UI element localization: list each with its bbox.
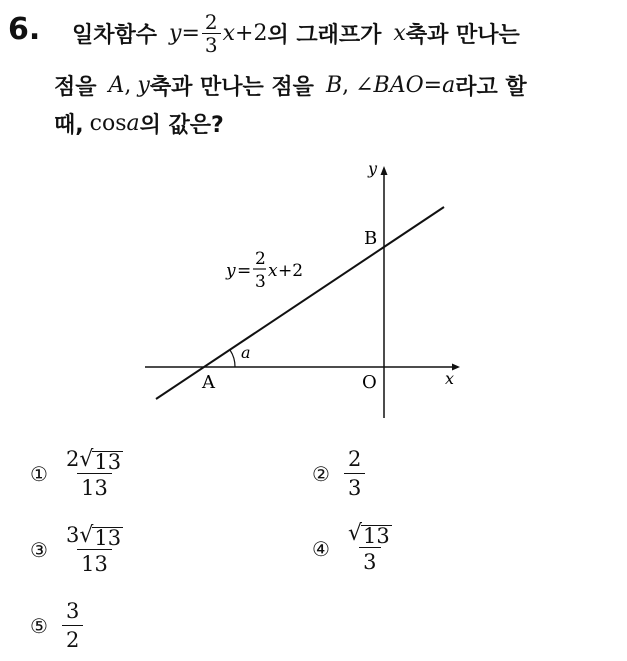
choice-denominator: 3 [359, 547, 380, 575]
math-cos: cos [89, 110, 127, 136]
label-point-b: B [364, 228, 378, 249]
math-alpha: a [126, 110, 140, 136]
angle-arc [230, 350, 235, 367]
eq-rest: +2 [278, 261, 304, 281]
math-point-a: A [108, 72, 125, 98]
question-text: 점을 [54, 74, 97, 100]
question-text: 라고 할 [455, 74, 527, 100]
eq-denominator: 3 [255, 272, 266, 292]
choice-numerator [62, 446, 127, 473]
label-point-a: A [202, 372, 215, 393]
fraction-denominator: 3 [202, 33, 221, 56]
radical-sign-icon: √ [79, 447, 94, 472]
choice-fraction [62, 522, 127, 577]
eq-y: y [226, 261, 236, 281]
eq-equals: = [237, 261, 252, 281]
question-line-3 [54, 108, 224, 138]
choice-denominator: 13 [77, 549, 112, 577]
choice-numerator: 2 [347, 447, 362, 471]
question-text: 일차함수 [72, 22, 158, 48]
label-x-axis: x [445, 369, 455, 388]
choice-numerator [344, 522, 396, 547]
function-line [156, 207, 444, 399]
choice-fraction [62, 598, 83, 653]
math-alpha: a [442, 72, 456, 98]
choice-fraction [344, 446, 365, 501]
choice-fraction [62, 446, 127, 501]
sqrt-expression [79, 448, 123, 472]
radicand: 13 [362, 524, 390, 548]
choice-5[interactable] [30, 598, 83, 653]
sqrt-expression [348, 522, 392, 546]
choice-denominator: 2 [62, 625, 83, 653]
sqrt-coefficient: 3 [65, 523, 80, 547]
math-var-x: x [222, 20, 236, 46]
y-axis-arrow-icon [381, 166, 388, 175]
label-origin: O [362, 372, 377, 393]
radical-sign-icon: √ [79, 523, 94, 548]
math-equals: = [423, 72, 443, 98]
choice-4[interactable] [312, 522, 396, 575]
choice-1[interactable] [30, 446, 127, 501]
question-text: 때, [54, 112, 84, 138]
graph-equation-label [225, 249, 303, 292]
math-angle: ∠BAO [355, 72, 424, 98]
choice-marker: ④ [312, 536, 330, 561]
choice-2[interactable] [312, 446, 365, 501]
label-angle: a [241, 343, 251, 362]
choice-numerator: 3 [65, 599, 80, 623]
choice-numerator [62, 522, 127, 549]
question-text: 의 값은? [139, 112, 224, 138]
question-text: 축과 만나는 [405, 22, 520, 48]
graph-figure [140, 150, 470, 430]
label-y-axis: y [368, 159, 378, 178]
math-var-y: y [169, 20, 182, 46]
math-var-x: x [393, 20, 406, 46]
math-var-y: y [137, 72, 150, 98]
sqrt-coefficient: 2 [65, 447, 80, 471]
choice-marker: ② [312, 461, 330, 486]
question-line-2 [54, 70, 527, 100]
math-fraction [202, 11, 221, 56]
question-number: 6. [8, 12, 41, 47]
eq-x: x [268, 261, 278, 281]
math-constant: +2 [235, 20, 268, 46]
math-point-b: B [325, 72, 343, 98]
radical-sign-icon: √ [347, 521, 362, 546]
question-text: 의 그래프가 [267, 22, 382, 48]
choice-marker: ③ [30, 537, 48, 562]
question-text: 축과 만나는 점을 [149, 74, 314, 100]
choice-denominator: 13 [77, 473, 112, 501]
math-equals: = [181, 20, 200, 46]
sqrt-expression [79, 524, 123, 548]
question-line-1 [72, 8, 520, 58]
choice-marker: ① [30, 461, 48, 486]
radicand: 13 [94, 526, 122, 550]
choice-denominator: 3 [344, 473, 365, 501]
comma: , [124, 72, 132, 98]
radicand: 13 [94, 450, 122, 474]
choice-fraction [344, 522, 396, 575]
choice-marker: ⑤ [30, 613, 48, 638]
fraction-numerator: 2 [204, 9, 218, 34]
choice-3[interactable] [30, 522, 127, 577]
comma: , [342, 72, 350, 98]
eq-numerator: 2 [255, 249, 266, 269]
